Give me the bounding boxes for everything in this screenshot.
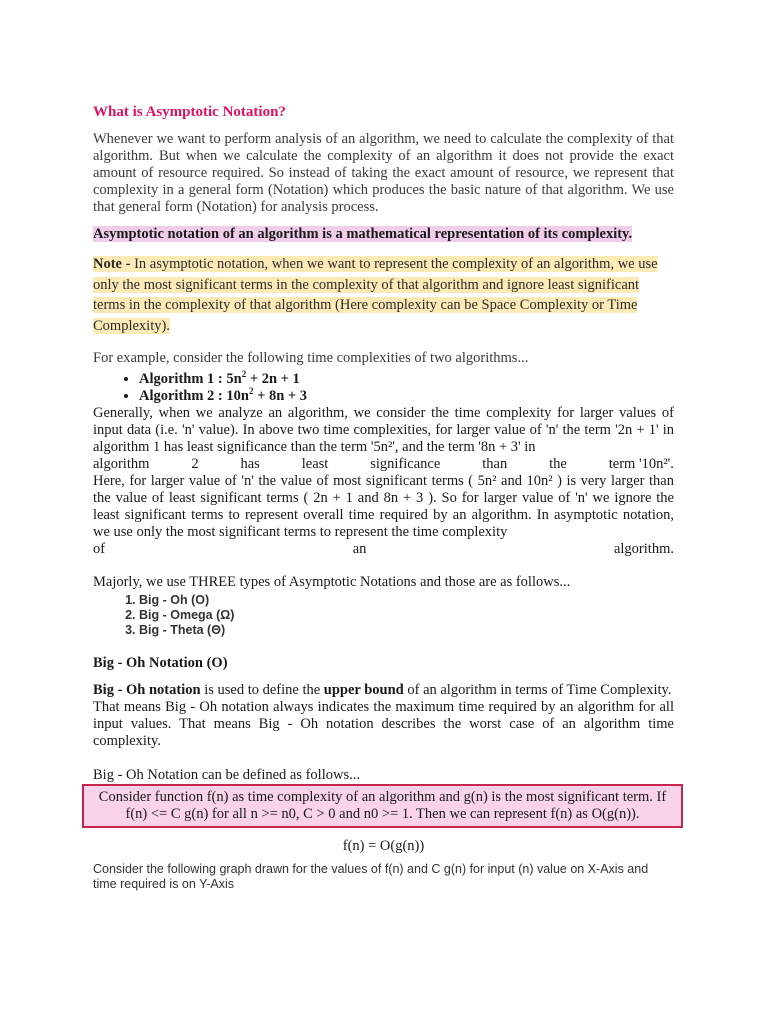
- algorithm-2-label: Algorithm 2 : 10n: [139, 388, 249, 404]
- word: has: [240, 456, 260, 472]
- content: [93, 104, 674, 905]
- upper-bound-term: upper bound: [323, 682, 404, 698]
- types-list: [93, 593, 674, 638]
- general-spread-line-2: [93, 541, 674, 558]
- word: an: [352, 541, 367, 557]
- list-item: [139, 388, 674, 405]
- algorithm-2-rest: + 8n + 3: [253, 388, 308, 404]
- types-intro: Majorly, we use THREE types of Asymptotic Notations and those are as follows...: [93, 574, 571, 590]
- bigoh-heading: Big - Oh Notation (O): [93, 655, 228, 671]
- bigoh-lead: [93, 682, 674, 699]
- word: significance: [370, 456, 441, 472]
- word: than: [482, 456, 508, 472]
- list-item: 1. Big - Oh (O): [139, 593, 674, 608]
- algorithm-1-label: Algorithm 1 : 5n: [139, 371, 242, 387]
- word: term '10n²'.: [608, 456, 674, 472]
- word: the: [549, 456, 567, 472]
- algorithm-list: [93, 371, 674, 405]
- algorithm-2-sup: 2: [248, 386, 254, 397]
- note-block: [93, 254, 674, 336]
- algorithm-1-sup: 2: [241, 369, 247, 380]
- bigoh-description: That means Big - Oh notation always indicates the maximum time required by an algorithm for all input values. That means Big - Oh notation describes the worst case of an algorithm time complexity.: [93, 699, 674, 749]
- note-label: Note -: [93, 256, 135, 272]
- note-text: In asymptotic notation, when we want to represent the complexity of an algorithm, we use only the most significant terms in the complexity of that algorithm and ignore least significant terms in the complexity of that algorithm (Here complexity can be Space Complexity or Time Complexity).: [93, 256, 658, 334]
- word: algorithm.: [613, 541, 674, 557]
- list-item: 3. Big - Theta (Θ): [139, 623, 674, 638]
- page-title: What is Asymptotic Notation?: [93, 104, 286, 120]
- list-item: 2. Big - Omega (Ω): [139, 608, 674, 623]
- general-paragraph-1: Generally, when we analyze an algorithm, we consider the time complexity for larger values of input data (i.e. 'n' value). In above two time complexities, for larger value of 'n' the term '2n + 1' in algorithm 1 has least significance than the term '5n²', and the term '8n + 3' in: [93, 405, 674, 455]
- example-intro: For example, consider the following time complexities of two algorithms...: [93, 350, 529, 366]
- graph-intro: Consider the following graph drawn for the values of f(n) and C g(n) for input (n) value on X-Axis and time required is on Y-Axis: [93, 862, 649, 891]
- definition-highlight: Asymptotic notation of an algorithm is a mathematical representation of its complexity.: [93, 226, 633, 242]
- word: of: [93, 541, 106, 557]
- bigoh-lead-mid: is used to define the: [200, 682, 324, 698]
- definition-box: Consider function f(n) as time complexity of an algorithm and g(n) is the most significant term. If f(n) <= C g(n) for all n >= n0, C > 0 and n0 >= 1. Then we can represent f(n) as O(g(n)).: [82, 784, 683, 828]
- bigoh-lead-end: of an algorithm in terms of Time Complexity.: [403, 682, 672, 698]
- bigoh-defined-intro: Big - Oh Notation can be defined as follows...: [93, 767, 360, 783]
- algorithm-1-rest: + 2n + 1: [246, 371, 300, 387]
- intro-paragraph: Whenever we want to perform analysis of an algorithm, we need to calculate the complexity of that algorithm. But when we calculate the complexity of an algorithm it does not provide the exact amount of resource required. So instead of taking the exact amount of resource, we represent that complexity in a general form (Notation) which produces the basic nature of that algorithm. We use that general form (Notation) for analysis process.: [93, 131, 674, 215]
- bigoh-lead-bold: Big - Oh notation: [93, 682, 201, 698]
- word: algorithm: [93, 456, 150, 472]
- definition-block: [93, 225, 674, 244]
- list-item: [139, 371, 674, 388]
- word: least: [301, 456, 329, 472]
- bigoh-formula: f(n) = O(g(n)): [342, 838, 425, 854]
- general-paragraph-2: Here, for larger value of 'n' the value of most significant terms ( 5n² and 10n² ) is very larger than the value of least significant terms ( 2n + 1 and 8n + 3 ). So for larger value of 'n' we ignore the least significant terms to represent overall time required by an algorithm. In asymptotic notation, we use only the most significant terms to represent the time complexity: [93, 473, 674, 540]
- note-highlight: [93, 256, 658, 334]
- general-spread-line-1: [93, 456, 674, 473]
- word: 2: [191, 456, 199, 472]
